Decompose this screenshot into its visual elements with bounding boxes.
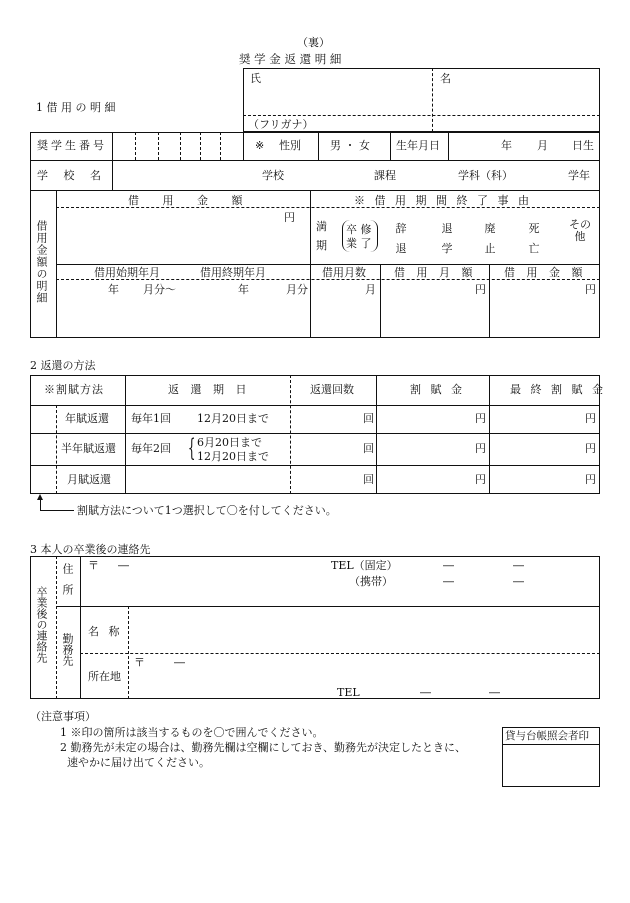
note-item-2a: 2 勤務先が未定の場合は、勤務先欄は空欄にしておき、勤務先が決定したときに、 — [60, 741, 467, 754]
reason-taigaku[interactable]: 退 学 — [441, 222, 453, 255]
end-reason-header: ※ 借 用 期 間 終 了 事 由 — [354, 194, 532, 207]
tel-fixed-dash2: ― — [513, 559, 524, 572]
tel-mobile-dash1: ― — [443, 575, 454, 588]
amount-monthly: 円 — [475, 473, 486, 486]
school-unit: 学校 — [262, 169, 284, 182]
col-method: ※割賦方法 — [44, 383, 104, 396]
birth-month-unit: 月 — [537, 139, 548, 152]
dept-unit: 学科（科） — [458, 169, 513, 182]
times-monthly: 回 — [363, 473, 374, 486]
section2-heading: 2 返還の方法 — [30, 359, 96, 372]
detail-vertical-label: 借用金額の明細 — [35, 220, 48, 304]
end-month-label: 借用終期年月 — [200, 266, 266, 279]
section1-heading: 1 借 用 の 明 細 — [36, 101, 116, 114]
birth-year-unit: 年 — [501, 139, 512, 152]
date-semiannual-1: 6月20日まで — [197, 436, 262, 449]
method-monthly: 月賦返還 — [67, 473, 111, 486]
loan-amount-yen: 円 — [284, 211, 295, 224]
reason-shibou[interactable]: 死 亡 — [528, 222, 540, 255]
address-label: 住所 — [61, 563, 74, 605]
col-amount: 割 賦 金 — [410, 383, 465, 396]
times-semiannual: 回 — [363, 442, 374, 455]
final-annual: 円 — [585, 412, 596, 425]
school-label: 学 校 名 — [37, 169, 107, 182]
notes-heading: （注意事項） — [30, 710, 96, 723]
workplace-postal-dash: ― — [174, 656, 185, 669]
workplace-tel-dash1: ― — [420, 686, 431, 699]
name-label-given: 名 — [440, 72, 451, 85]
name-label-surname: 氏 — [250, 72, 261, 85]
workplace-postal-mark: 〒 — [134, 656, 145, 669]
reason-grad-bottom[interactable]: 業 了 — [346, 237, 372, 250]
method-annual: 年賦返還 — [65, 412, 109, 425]
note-item-1: 1 ※印の箇所は該当するものを〇で囲んでください。 — [60, 726, 324, 739]
birth-day-unit: 日生 — [572, 139, 594, 152]
start-month-unit: 月分～ — [143, 283, 176, 296]
monthly-amount-label: 借 用 月 額 — [394, 266, 477, 279]
workplace-tel-label: TEL — [337, 686, 360, 699]
student-no-label: 奨学生番号 — [37, 139, 107, 152]
loan-detail-table — [30, 132, 600, 338]
tel-fixed-dash1: ― — [443, 559, 454, 572]
brace-icon: { — [187, 434, 196, 462]
furigana-label: （フリガナ） — [248, 118, 314, 131]
contact-vertical-label: 卒業後の連絡先 — [35, 586, 48, 663]
tel-mobile-label: （携帯） — [349, 575, 393, 588]
start-month-label: 借用始期年月 — [94, 266, 160, 279]
sex-required-mark: ※ — [255, 139, 265, 152]
reason-jitai[interactable]: 辞 退 — [395, 222, 407, 255]
workplace-label: 勤務先 — [61, 633, 74, 666]
method-semiannual: 半年賦返還 — [61, 442, 116, 455]
amount-semiannual: 円 — [475, 442, 486, 455]
reason-grad-top[interactable]: 卒 修 — [346, 223, 372, 236]
grade-unit: 学年 — [568, 169, 590, 182]
date-annual: 12月20日まで — [197, 412, 269, 425]
col-final: 最 終 割 賦 金 — [510, 383, 606, 396]
loan-amount-header: 借 用 金 額 — [128, 194, 253, 207]
table-row[interactable] — [30, 465, 600, 494]
reason-mankei-top: 満 — [316, 220, 327, 233]
tel-fixed-label: TEL（固定） — [331, 559, 398, 572]
monthly-yen: 円 — [475, 283, 486, 296]
start-year-unit: 年 — [108, 283, 119, 296]
reason-other[interactable]: その他 — [569, 218, 591, 243]
months-label: 借用月数 — [322, 266, 366, 279]
note-item-2b: 速やかに届け出てください。 — [67, 756, 210, 769]
table-row[interactable] — [30, 405, 600, 433]
freq-semiannual: 毎年2回 — [131, 442, 171, 455]
end-month-unit: 月分 — [286, 283, 308, 296]
final-semiannual: 円 — [585, 442, 596, 455]
total-amount-label: 借 用 金 額 — [504, 266, 587, 279]
amount-annual: 円 — [475, 412, 486, 425]
stamp-label: 貸与台帳照会者印 — [505, 730, 589, 742]
sex-options[interactable]: 男 ・ 女 — [330, 139, 370, 152]
course-unit: 課程 — [374, 169, 396, 182]
final-monthly: 円 — [585, 473, 596, 486]
col-times: 返還回数 — [310, 383, 354, 396]
form-title: 奨 学 金 返 還 明 細 — [239, 52, 342, 66]
col-period: 返 還 期 日 — [168, 383, 251, 396]
months-unit: 月 — [365, 283, 376, 296]
end-year-unit: 年 — [238, 283, 249, 296]
total-yen: 円 — [585, 283, 596, 296]
reason-mankei-bottom: 期 — [316, 239, 327, 252]
workplace-tel-dash2: ― — [489, 686, 500, 699]
birth-label: 生年月日 — [396, 139, 440, 152]
method-note: 割賦方法について1つ選択して〇を付してください。 — [77, 504, 337, 517]
reason-haishi[interactable]: 廃 止 — [484, 222, 496, 255]
sex-label: 性別 — [279, 139, 301, 152]
section3-heading: 3 本人の卒業後の連絡先 — [30, 543, 151, 556]
address-postal-mark: 〒 — [88, 559, 99, 572]
times-annual: 回 — [363, 412, 374, 425]
workplace-location-label: 所在地 — [88, 670, 121, 683]
freq-annual: 毎年1回 — [131, 412, 171, 425]
tel-mobile-dash2: ― — [513, 575, 524, 588]
date-semiannual-2: 12月20日まで — [197, 450, 269, 463]
back-mark: （裏） — [297, 36, 330, 49]
workplace-name-label: 名 称 — [88, 625, 123, 638]
address-postal-dash: ― — [118, 559, 129, 572]
